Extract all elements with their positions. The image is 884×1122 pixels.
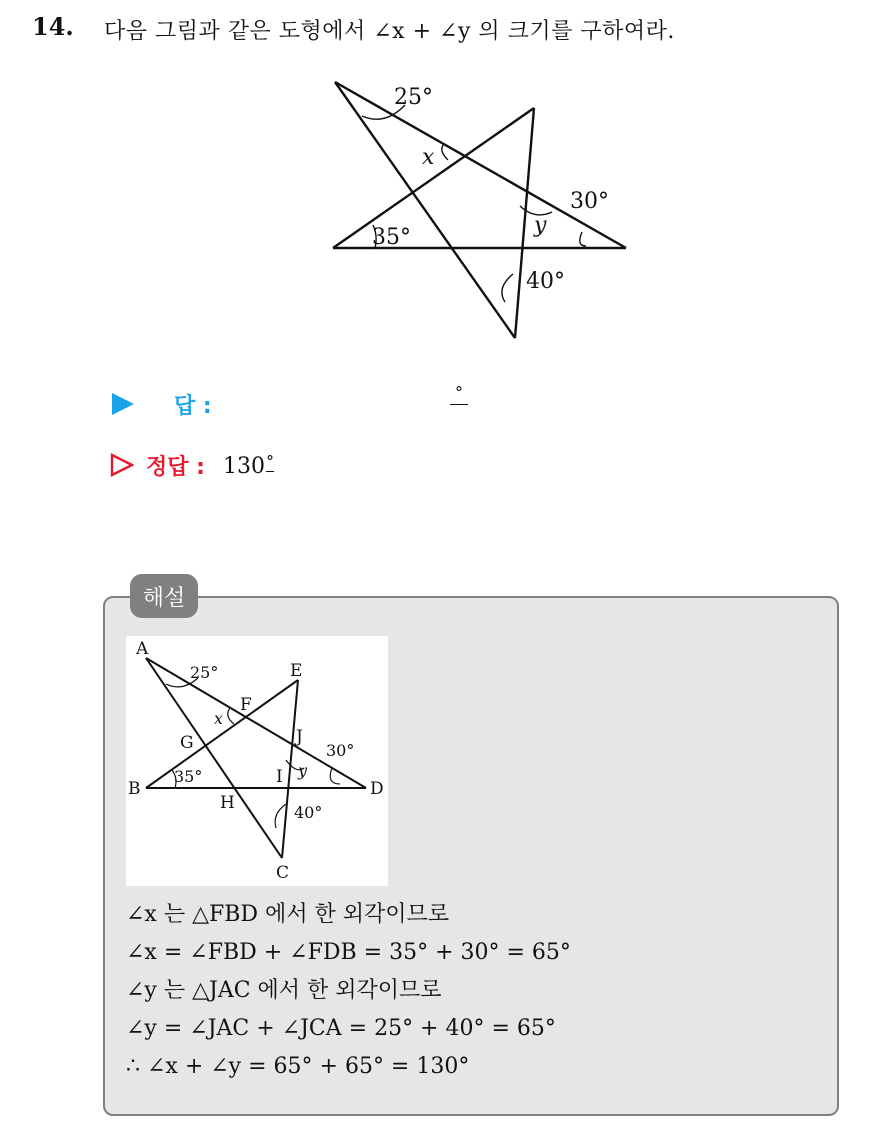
sol-label-d: D <box>370 779 384 799</box>
sol-label-a: A <box>136 639 149 659</box>
answer-label: 답 : <box>174 393 212 419</box>
sol-label-c: C <box>276 863 290 883</box>
play-outline-icon <box>110 453 134 477</box>
correct-unit: ° <box>265 451 274 471</box>
line-ac <box>335 82 515 338</box>
solution-line: ∠x = ∠FBD + ∠FDB = 35° + 30° = 65° <box>126 940 571 965</box>
correct-answer-row <box>110 448 274 482</box>
sol-label-g: G <box>180 733 194 753</box>
sol-label-y: y <box>298 761 308 780</box>
label-x: x <box>422 145 435 170</box>
arc-40 <box>502 274 513 302</box>
line-ce <box>515 108 534 338</box>
question-number: 14. <box>32 12 74 41</box>
sol-label-35: 35° <box>174 767 203 786</box>
solution-line: ∠x 는 △FBD 에서 한 외각이므로 <box>126 902 450 927</box>
line-da <box>335 82 626 248</box>
solution-line: ∠y = ∠JAC + ∠JCA = 25° + 40° = 65° <box>126 1016 556 1041</box>
label-y: y <box>534 213 547 238</box>
answer-input[interactable] <box>450 382 468 405</box>
sol-label-40: 40° <box>294 803 323 822</box>
sol-label-e: E <box>290 661 303 681</box>
correct-value <box>223 452 274 479</box>
sol-label-f: F <box>240 695 252 715</box>
correct-label: 정답 : <box>146 454 205 480</box>
solution-figure <box>126 636 388 886</box>
sol-label-30: 30° <box>326 741 355 760</box>
sol-label-x: x <box>214 709 224 728</box>
answer-row <box>112 388 212 420</box>
sol-line-ac <box>146 658 282 858</box>
label-35: 35° <box>372 225 411 250</box>
solution-text <box>126 896 571 1086</box>
correct-number: 130 <box>222 453 265 479</box>
label-40: 40° <box>526 269 565 294</box>
label-25: 25° <box>394 85 433 110</box>
star-figure <box>300 60 640 350</box>
sol-label-25: 25° <box>190 663 219 682</box>
play-icon <box>112 393 134 415</box>
sol-label-i: I <box>276 767 283 787</box>
sol-label-j: J <box>296 727 303 747</box>
solution-line: ∠y 는 △JAC 에서 한 외각이므로 <box>126 978 442 1003</box>
question-text: 다음 그림과 같은 도형에서 ∠x + ∠y 의 크기를 구하여라. <box>104 19 675 44</box>
arc-30 <box>580 232 586 246</box>
sol-label-b: B <box>128 779 141 799</box>
solution-badge: 해설 <box>130 574 198 618</box>
label-30: 30° <box>570 189 609 214</box>
sol-label-h: H <box>220 793 235 813</box>
answer-unit: ° <box>455 383 463 402</box>
solution-line: ∴ ∠x + ∠y = 65° + 65° = 130° <box>126 1054 470 1079</box>
